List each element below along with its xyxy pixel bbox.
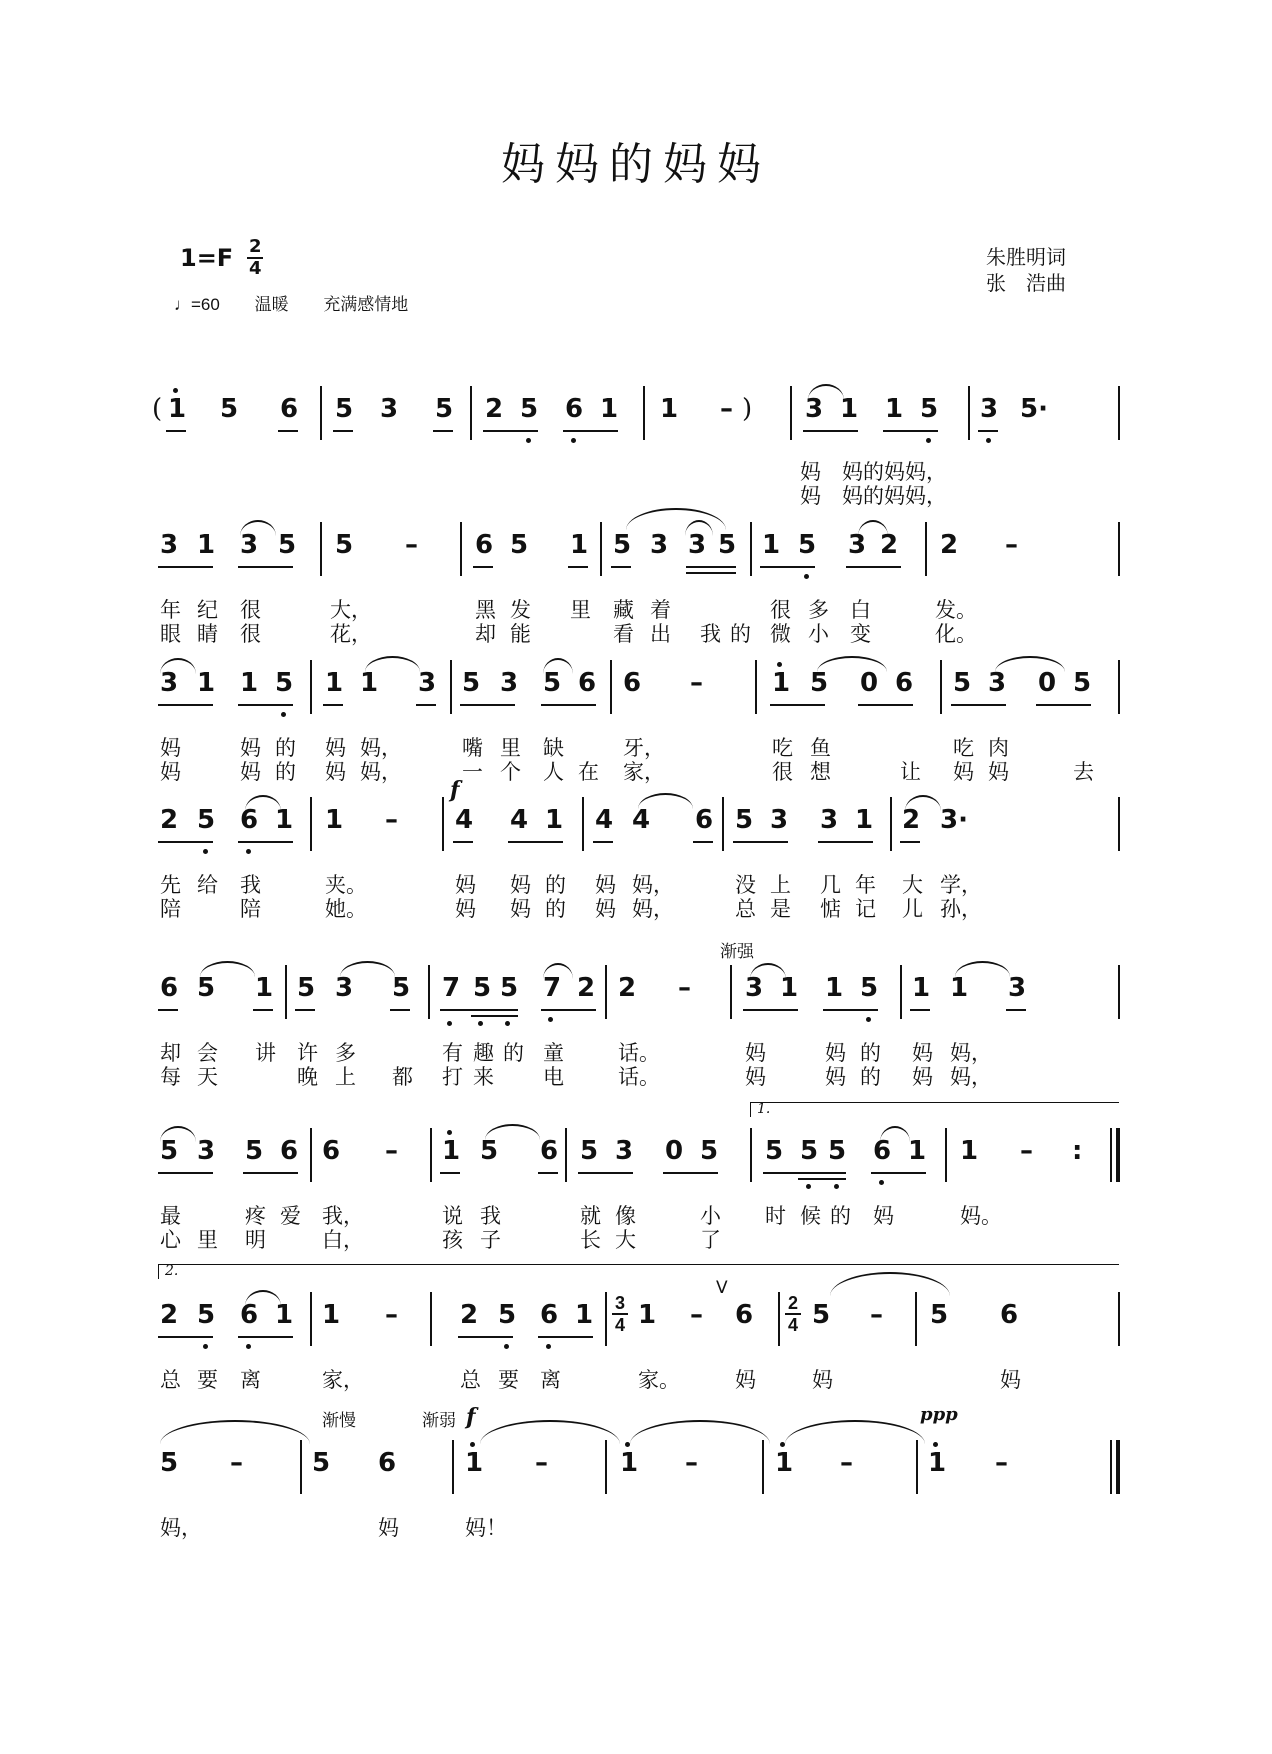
lyrics-verse2: 妈 妈的妈妈，	[800, 484, 947, 508]
expression-emotional: 充满感情地	[323, 295, 409, 314]
composer: 张 浩曲	[986, 271, 1066, 295]
volta-1: 1.	[750, 1102, 1119, 1117]
tempo-line	[174, 290, 438, 315]
paren-open: (	[152, 394, 163, 424]
note: 6	[280, 394, 299, 424]
note: 5	[220, 394, 239, 424]
diminuendo-mark: 渐弱	[422, 1411, 456, 1431]
note: 1	[168, 394, 187, 424]
forte-mark-2: f	[466, 1404, 476, 1430]
lyricist: 朱胜明词	[986, 245, 1066, 269]
song-title: 妈妈的妈妈	[501, 139, 771, 190]
key-label: 1=F	[180, 244, 234, 272]
lyrics-verse1: 妈 妈的妈妈，	[800, 460, 947, 484]
ritardando-mark: 渐慢	[322, 1411, 356, 1431]
ts-top: 2	[248, 236, 262, 257]
forte-mark: f	[450, 777, 460, 803]
ppp-mark: ppp	[920, 1404, 958, 1425]
expression-warm: 温暖	[254, 295, 289, 314]
breath-mark: V	[716, 1278, 728, 1298]
volta-2: 2.	[158, 1264, 1119, 1279]
time-signature	[247, 238, 263, 278]
ts-bottom: 4	[248, 258, 262, 279]
key-signature	[180, 238, 263, 278]
credits	[986, 244, 1066, 296]
tempo-mark: ♩=60	[174, 295, 220, 314]
time-sig-2-4: 2 4	[785, 1294, 801, 1334]
time-sig-3-4: 3 4	[612, 1294, 628, 1334]
crescendo-mark: 渐强	[720, 942, 754, 962]
